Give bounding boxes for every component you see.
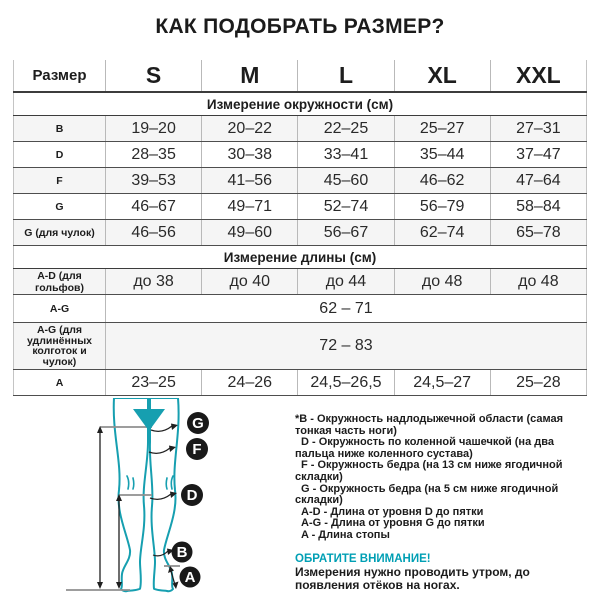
table-row-ag-long: A-G (для удлинённых колготок и чулок) 72 – 83 xyxy=(14,323,587,370)
size-header-label: Размер xyxy=(14,60,106,92)
table-row-ag: A-G 62 – 71 xyxy=(14,295,587,323)
legend-item-f: F - Окружность бедра (на 13 см ниже ягодичной складки) xyxy=(295,459,563,483)
table-row-d: D 28–35 30–38 33–41 35–44 37–47 xyxy=(14,142,587,168)
table-row-ad: A-D (для гольфов) до 38 до 40 до 44 до 48 до 48 xyxy=(14,269,587,295)
table-row-g: G 46–67 49–71 52–74 56–79 58–84 xyxy=(14,194,587,220)
measurements-legend xyxy=(295,414,593,542)
size-m: M xyxy=(202,60,298,92)
marker-d-icon xyxy=(181,484,203,506)
marker-g-icon xyxy=(187,412,209,434)
size-header-row xyxy=(14,60,587,92)
legend-item-d: D - Окружность по коленной чашечкой (на два пальца ниже коленного сустава) xyxy=(295,436,554,460)
legend-item-a: A - Длина стопы xyxy=(301,528,390,541)
attention-note xyxy=(295,553,593,592)
legend-item-ad: A-D - Длина от уровня D до пятки xyxy=(301,505,484,518)
section-circumference: Измерение окружности (см) xyxy=(14,92,587,116)
table-row-a: A 23–25 24–26 24,5–26,5 24,5–27 25–28 xyxy=(14,370,587,396)
section-length: Измерение длины (см) xyxy=(14,246,587,269)
svg-text:B: B xyxy=(176,544,188,561)
table-row-f: F 39–53 41–56 45–60 46–62 47–64 xyxy=(14,168,587,194)
svg-text:F: F xyxy=(192,441,202,458)
legs-measurement-diagram xyxy=(60,398,290,598)
table-row-b: B 19–20 20–22 22–25 25–27 27–31 xyxy=(14,116,587,142)
page-title: КАК ПОДОБРАТЬ РАЗМЕР? xyxy=(155,15,445,38)
svg-text:G: G xyxy=(192,415,204,432)
svg-text:D: D xyxy=(186,487,198,504)
size-table xyxy=(13,60,587,396)
legend-item-ag: A-G - Длина от уровня G до пятки xyxy=(301,517,485,530)
marker-b-icon xyxy=(172,542,193,563)
attention-note-title: ОБРАТИТЕ ВНИМАНИЕ! xyxy=(295,553,431,565)
attention-note-text: Измерения нужно проводить утром, до появления отёков на ногах. xyxy=(295,565,530,592)
size-xl: XL xyxy=(394,60,490,92)
marker-a-icon xyxy=(180,567,201,588)
size-l: L xyxy=(298,60,394,92)
legend-item-b: *B - Окружность надлодыжечной области (самая тонкая часть ноги) xyxy=(295,413,564,437)
size-s: S xyxy=(106,60,202,92)
table-row-g-stockings: G (для чулок) 46–56 49–60 56–67 62–74 65–78 xyxy=(14,220,587,246)
svg-text:A: A xyxy=(184,569,196,586)
legend-item-g: G - Окружность бедра (на 5 см ниже ягодичной складки) xyxy=(295,482,559,507)
marker-f-icon xyxy=(186,438,208,460)
size-xxl: XXL xyxy=(490,60,586,92)
